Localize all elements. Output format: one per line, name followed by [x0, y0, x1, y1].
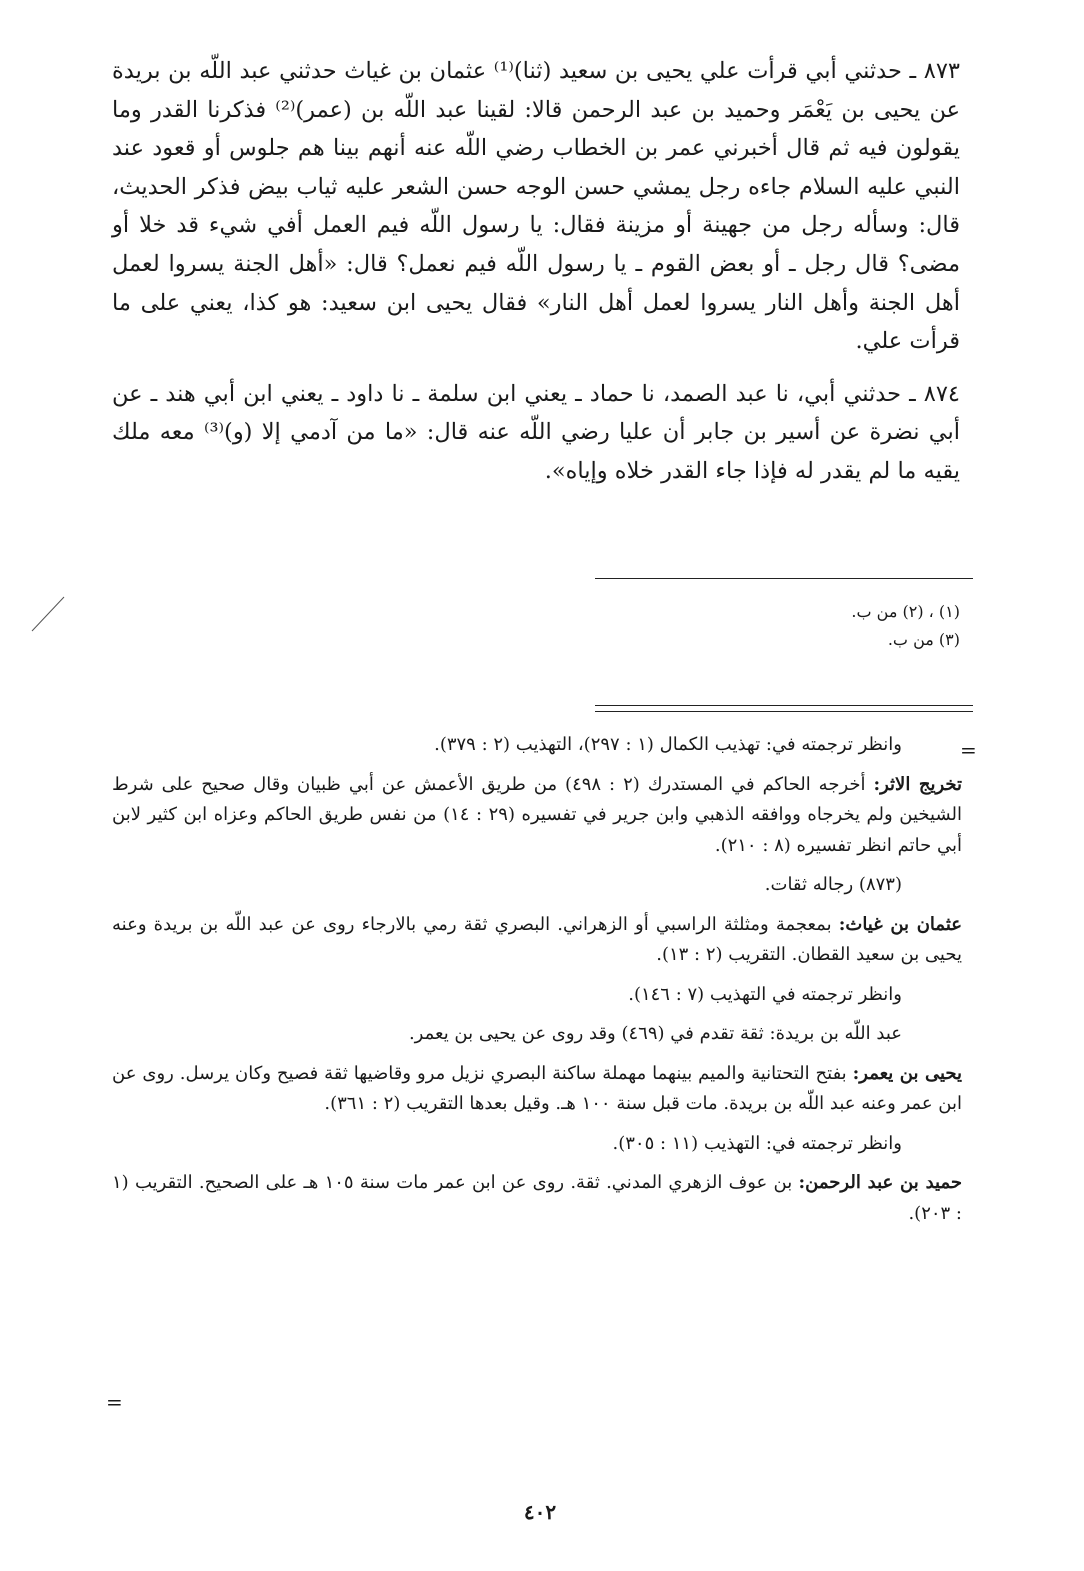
- takhrij-label: تخريج الاثر:: [873, 773, 963, 795]
- hadith-873: ٨٧٣ ـ حدثني أبي قرأت علي يحيى بن سعيد (ثنا)⁽¹⁾ عثمان بن غياث حدثني عبد اللّه بن بريدة عن يحيى بن يَعْمَر وحميد بن عبد الرحمن قالا: لقينا عبد اللّه بن (عمر)⁽²⁾ فذكرنا القدر وما يقولون فيه ثم قال أخبرني عمر بن الخطاب رضي اللّه عنه أنهم بينا هم جلوس أو قعود عند النبي عليه السلام جاءه رجل يمشي حسن الوجه حسن الشعر عليه ثياب بيض فذكر الحديث، قال: وسأله رجل من جهينة أو مزينة فقال: يا رسول اللّه فيم العمل أفي شيء قد خلا أو مضى؟ قال رجل ـ أو بعض القوم ـ يا رسول اللّه فيم نعمل؟ قال: «أهل الجنة يسروا لعمل أهل الجنة وأهل النار يسروا لعمل أهل النار» فقال يحيى ابن سعيد: هو كذا، يعني على ما قرأت علي.: [112, 58, 960, 355]
- scan-artifact-line: [28, 595, 68, 635]
- footnote-3: (٣) من ب.: [887, 630, 960, 649]
- footnote-separator: [595, 578, 973, 579]
- humayd-text: بن عوف الزهري المدني. ثقة. روى عن ابن عمر مات سنة ١٠٥ هـ على الصحيح. التقريب (١ : ٢٠٣).: [112, 1172, 962, 1224]
- uthman-tahdhib: وانظر ترجمته في التهذيب (٧ : ١٤٦).: [628, 983, 902, 1005]
- hadith-874: ٨٧٤ ـ حدثني أبي، نا عبد الصمد، نا حماد ـ يعني ابن سلمة ـ نا داود ـ يعني ابن أبي هند ـ عن أبي نضرة عن أسير بن جابر أن عليا رضي اللّه عنه قال: «ما من آدمي إلا (و)⁽³⁾ معه ملك يقيه ما لم يقدر له فإذا جاء القدر خلاه وإياه».: [112, 380, 960, 484]
- yahya-label: يحيى بن يعمر:: [852, 1062, 963, 1084]
- yahya-tahdhib: وانظر ترجمته في: التهذيب (١١ : ٣٠٥).: [612, 1132, 902, 1154]
- main-text: [112, 52, 960, 491]
- buraydah-note: عبد اللّه بن بريدة: ثقة تقدم في (٤٦٩) وقد روى عن يحيى بن يعمر.: [408, 1023, 902, 1044]
- continuation-mark-top: =: [960, 738, 977, 762]
- footnotes: [560, 598, 960, 654]
- humayd-paragraph: [112, 1168, 962, 1229]
- uthman-paragraph: [112, 910, 962, 971]
- uthman-label: عثمان بن غياث:: [838, 913, 962, 935]
- yahya-text: بفتح التحتانية والميم بينهما مهملة ساكنة البصري نزيل مرو وقاضيها ثقة فصيح وكان يرسل. روى عن ابن عمر وعنه عبد اللّه بن بريدة. مات قبل سنة ١٠٠ هـ. وقيل بعدها التقريب (٢ : ٣٦١).: [112, 1062, 962, 1114]
- yahya-paragraph: [112, 1059, 962, 1120]
- commentary: [112, 730, 962, 1229]
- takhrij-text: أخرجه الحاكم في المستدرك (٢ : ٤٩٨) من طريق الأعمش عن أبي ظبيان وقال صحيح على شرط الشيخين ولم يخرجاه ووافقه الذهبي وابن جرير في تفسيره (٢٩ : ١٤) من نفس طريق الحاكم وعزاه ابن كثير لابن أبي حاتم انظر تفسيره (٨ : ٢١٠).: [112, 773, 962, 856]
- footnote-1-2: (١) ، (٢) من ب.: [851, 602, 960, 621]
- page-number: ٤٠٢: [523, 1500, 557, 1524]
- humayd-label: حميد بن عبد الرحمن:: [798, 1172, 962, 1193]
- takhrij-paragraph: [112, 770, 962, 862]
- commentary-separator: [595, 705, 973, 712]
- continuation-mark-bottom: =: [106, 1390, 123, 1414]
- uthman-text: بمعجمة ومثلثة الراسبي أو الزهراني. البصري ثقة رمي بالارجاء روى عن عبد اللّه بن بريدة وعنه يحيى بن سعيد القطان. التقريب (٢ : ١٣).: [112, 913, 962, 965]
- commentary-tahdhib-ref: وانظر ترجمته في: تهذيب الكمال (١ : ٢٩٧)، التهذيب (٢ : ٣٧٩).: [434, 734, 902, 755]
- rijal-note: (٨٧٣) رجاله ثقات.: [764, 874, 902, 895]
